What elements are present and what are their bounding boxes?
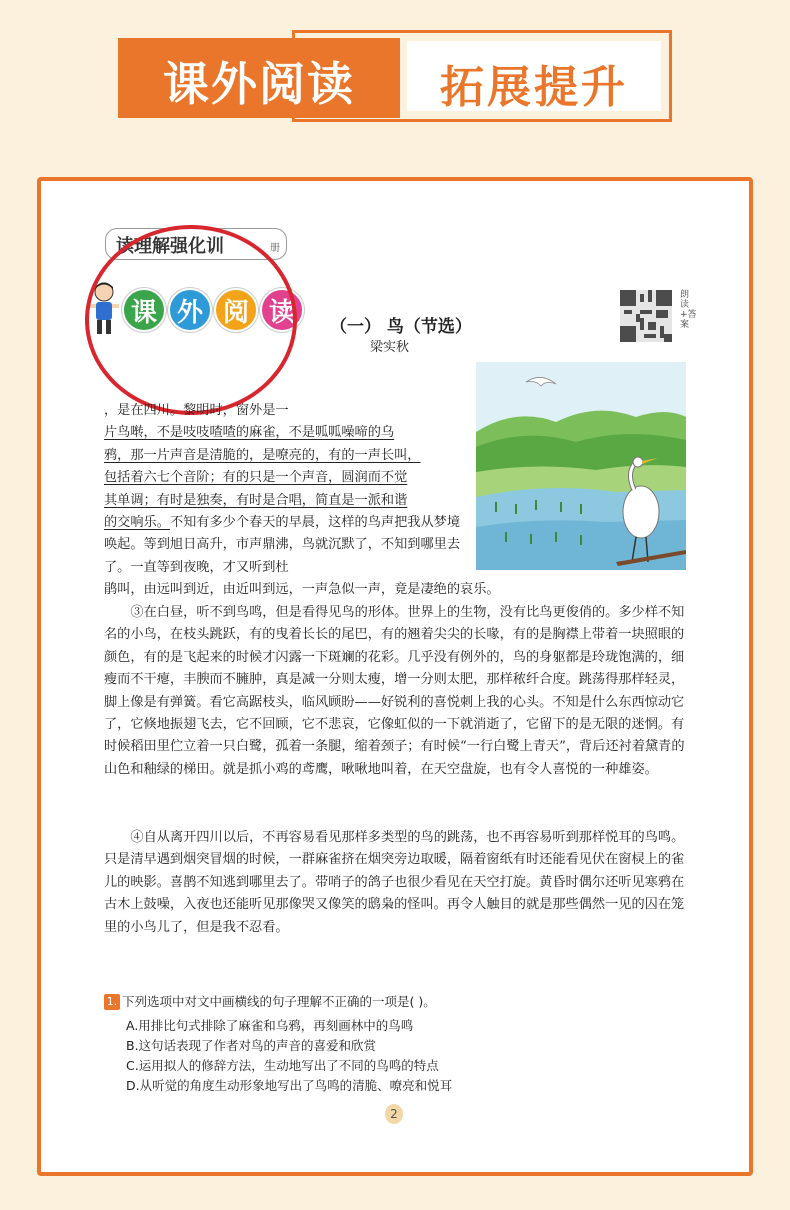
question-stem: 下列选项中对文中画横线的句子理解不正确的一项是( )。 [122,994,436,1009]
article-author: 梁实秋 [370,340,410,355]
underlined-sentence: 的交响乐。 [104,515,170,531]
badge-char: 读 [260,288,304,332]
paragraph-2 [104,400,466,579]
paragraph-text: ，是在四川。黎明时，窗外是一 [104,403,289,418]
underlined-sentence: 其单调；有时是独奏，有时是合唱，简直是一派和谐 [104,492,408,508]
highlight-circle [85,225,297,415]
banner-left-box [118,38,400,118]
underlined-sentence: 包括着六七个音阶；有的只是一个声音，圆润而不觉 [104,470,408,486]
badge-char: 课 [122,288,166,332]
book-header-suffix: 册 [270,243,280,254]
qr-code-icon[interactable] [620,290,672,342]
paragraph-4: ④自从离开四川以后，不再容易看见那样多类型的鸟的跳荡，也不再容易听到那样悦耳的鸟鸣。只是清早遇到烟突冒烟的时候，一群麻雀挤在烟突旁边取暖，隔着窗纸有时还能看见伏在窗棂上的雀儿的映影。喜鹊不知逃到哪里去了。带哨子的鸽子也很少看见在天空打旋。黄昏时偶尔还听见寒鸦在古木上鼓噪，入夜也还能听见那像哭又像笑的鸱枭的怪叫。再令人触目的就是那些偶然一见的囚在笼里的小鸟儿了，但是我不忍看。 [104,830,685,935]
question-number: 1. [104,994,120,1010]
option-a[interactable]: A.用排比句式排除了麻雀和乌鸦，再刻画林中的鸟鸣 [126,1018,414,1033]
page-number: 2 [385,1104,403,1124]
option-b[interactable]: B.这句话表现了作者对鸟的声音的喜爱和欣赏 [126,1038,377,1053]
underlined-sentence: 鸦，那一片声音是清脆的，是嘹亮的，有的一声长叫， [104,447,421,463]
egret-rice-field-illustration [476,362,686,570]
qr-label: 朗读+答案 [680,290,697,330]
banner-left-text: 课外阅读 [163,57,355,111]
badge-char: 外 [168,288,212,332]
book-header-title: 读理解强化训 [116,236,224,257]
underlined-sentence: 片鸟啭，不是吱吱喳喳的麻雀，不是呱呱噪啼的乌 [104,425,395,441]
option-c[interactable]: C.运用拟人的修辞方法，生动地写出了不同的鸟鸣的特点 [126,1058,439,1073]
badge-char: 阅 [214,288,258,332]
paragraph-text: 不知有多少个春天的早晨，这样的鸟声把我从梦境唤起。等到旭日高升，市声鼎沸，鸟就沉默了，不知到哪里去了。一直等到夜晚，才又听到杜 [104,515,461,575]
article-title: （一） 鸟（节选） [330,317,472,337]
option-d[interactable]: D.从听觉的角度生动形象地写出了鸟鸣的清脆、嘹亮和悦耳 [126,1078,453,1093]
banner-right-text: 拓展提升 [440,62,628,113]
paragraph-3: ③在白昼，听不到鸟鸣，但是看得见鸟的形体。世界上的生物，没有比鸟更俊俏的。多少样不知名的小鸟，在枝头跳跃，有的曳着长长的尾巴，有的翘着尖尖的长喙，有的是胸襟上带着一块照眼的颜色，有的是飞起来的时候才闪露一下斑斓的花彩。几乎没有例外的，鸟的身躯都是玲珑饱满的，细瘦而不干瘪，丰腴而不臃肿，真是减一分则太瘦，增一分则太肥，那样秾纤合度。跳荡得那样轻灵，脚上像是有弹簧。看它高踞枝头，临风顾盼——好锐利的喜悦刺上我的心头。不知是什么东西惊动它了，它倏地振翅飞去，它不回顾，它不悲哀，它像虹似的一下就消逝了，它留下的是无限的迷惘。有时候稻田里伫立着一只白鹭，孤着一条腿，缩着颈子；有时候“一行白鹭上青天”，背后还衬着黛青的山色和釉绿的梯田。就是抓小鸡的鸢鹰，啾啾地叫着，在天空盘旋，也有令人喜悦的一种雄姿。 [104,605,685,777]
paragraph-2-end: 鹃叫，由远叫到近，由近叫到远，一声急似一声，竟是凄绝的哀乐。 [104,582,500,597]
